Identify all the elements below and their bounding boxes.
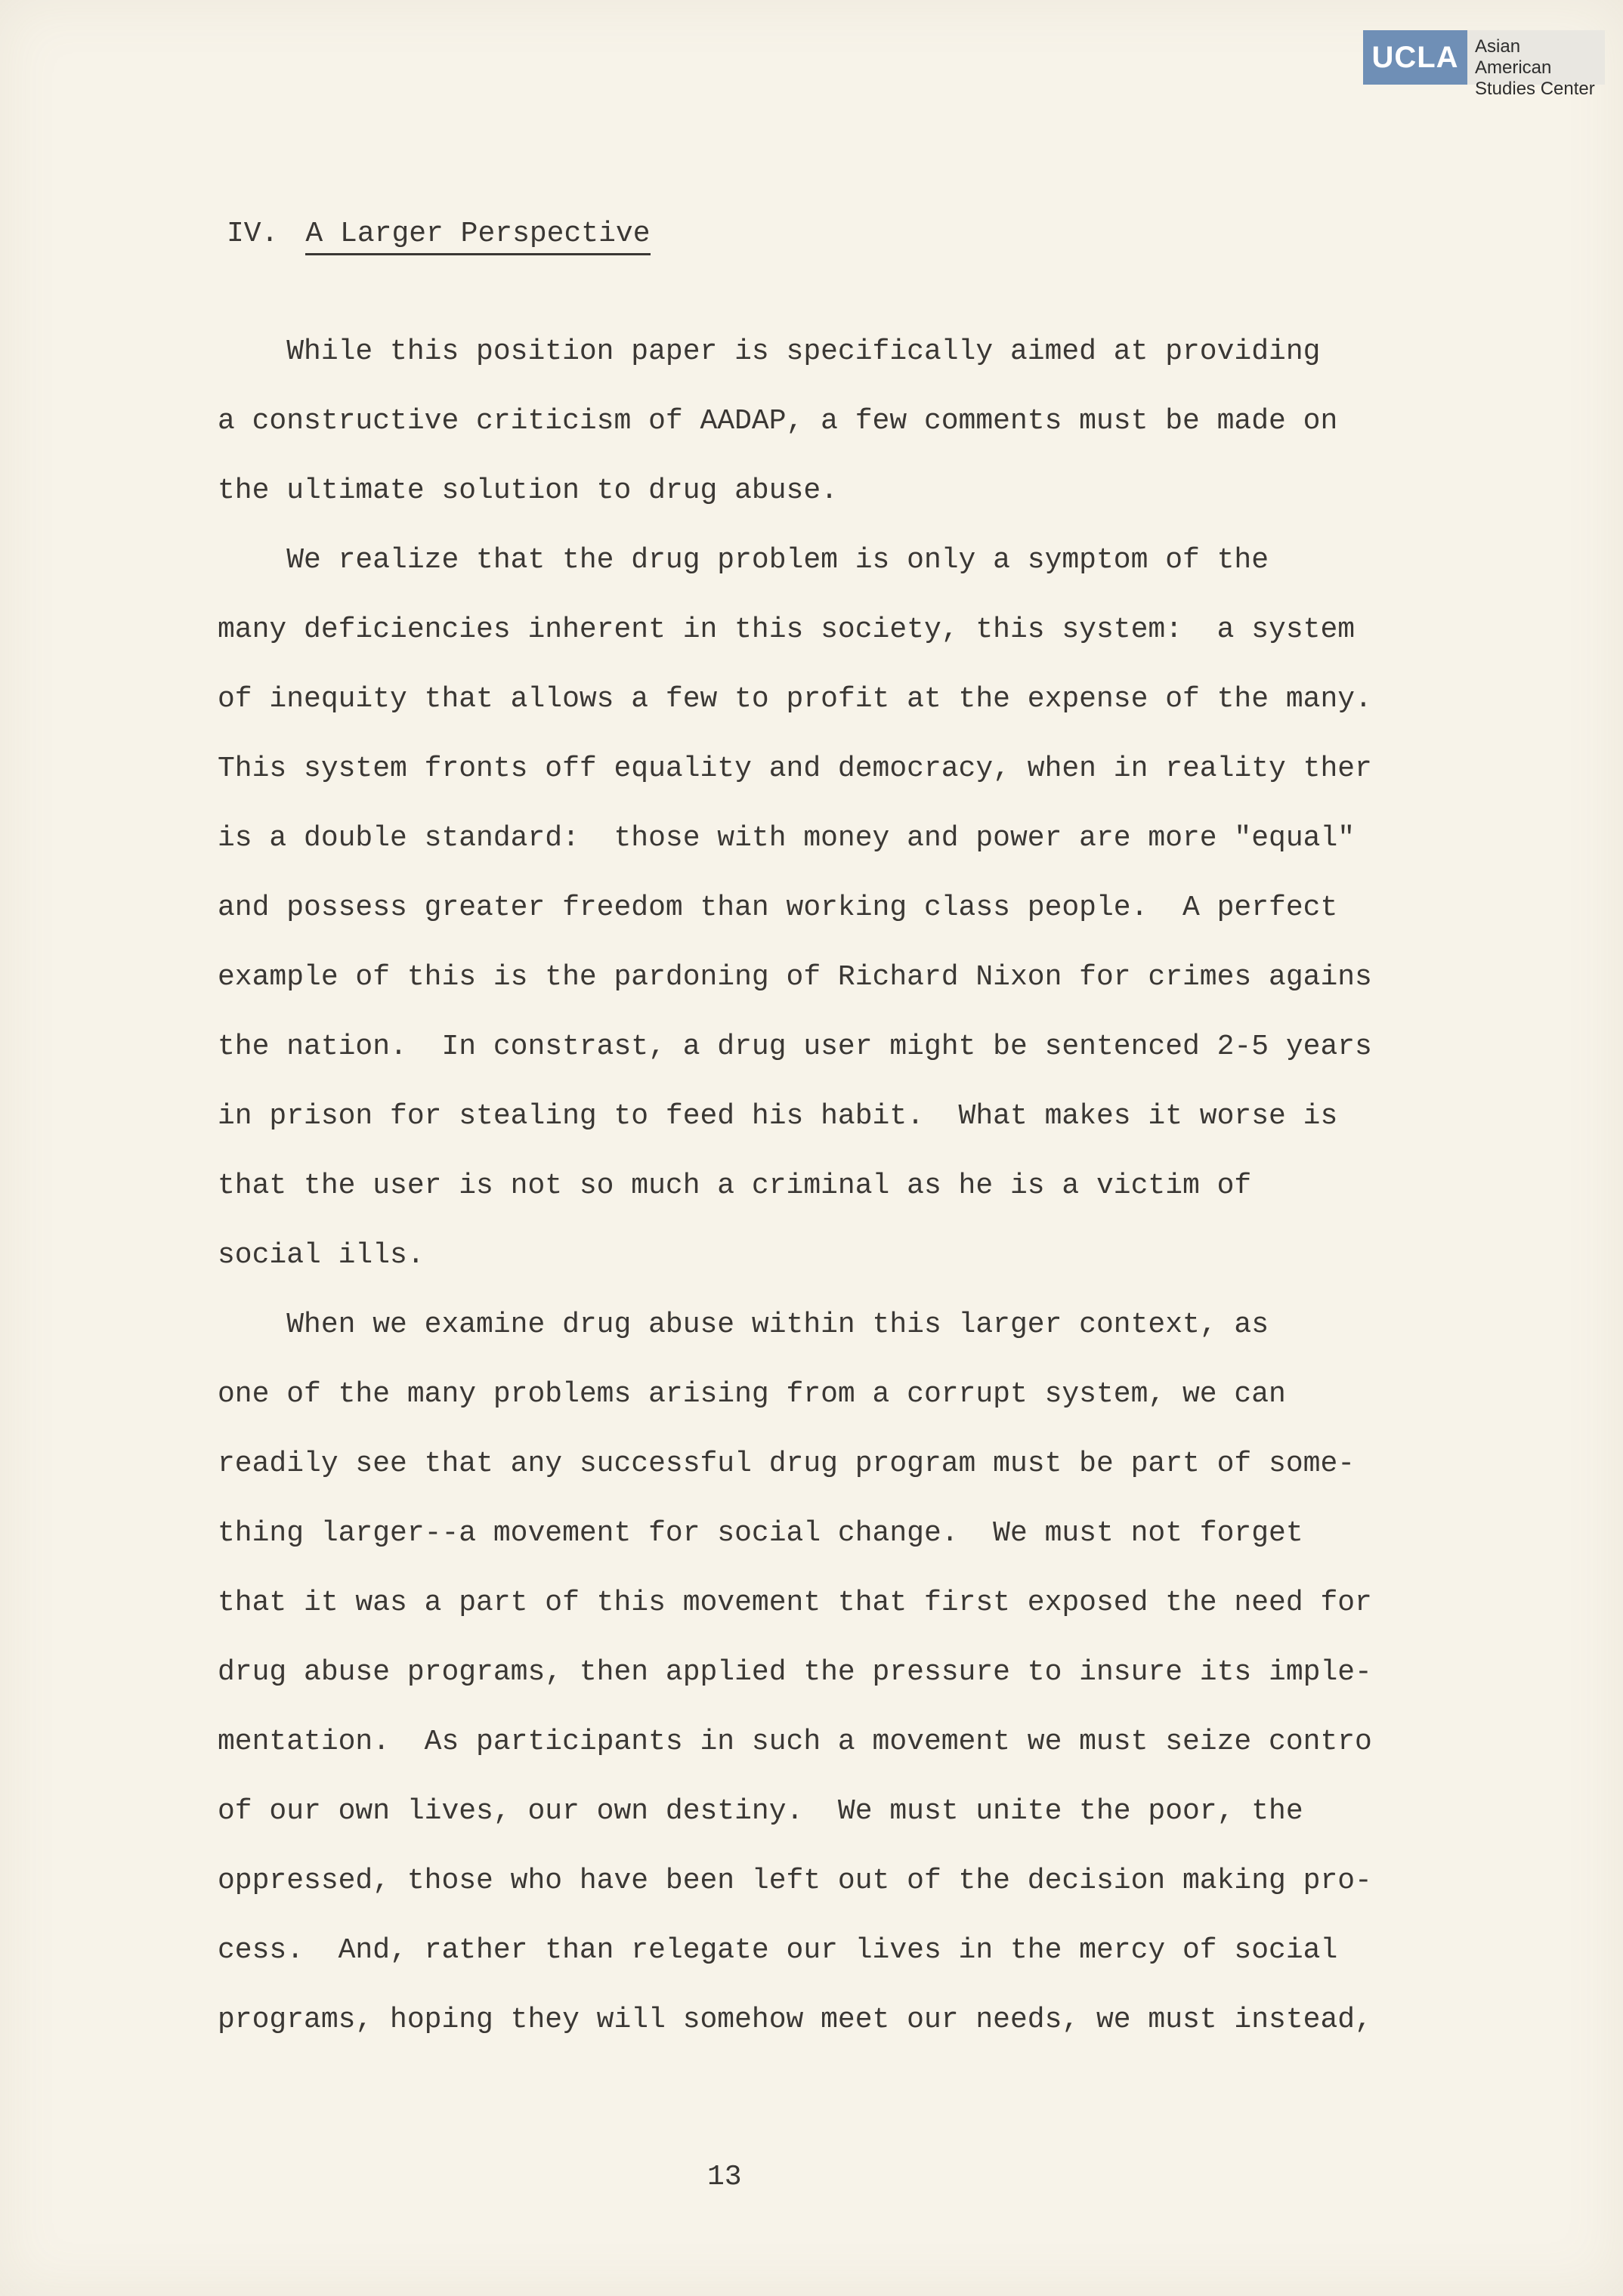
text-line: that the user is not so much a criminal as he is a victim of <box>218 1170 1252 1202</box>
section-title: A Larger Perspective <box>305 218 650 255</box>
body-text <box>218 317 1372 2055</box>
text-line: many deficiencies inherent in this society, this system: a system <box>218 613 1356 646</box>
asian-american-studies-center-label <box>1467 30 1605 99</box>
text-line: the ultimate solution to drug abuse. <box>218 474 838 507</box>
text-line: oppressed, those who have been left out of the decision making pro- <box>218 1865 1372 1897</box>
ucla-aasc-logo <box>1363 30 1605 99</box>
text-line: programs, hoping they will somehow meet our needs, we must instead, <box>218 2004 1372 2036</box>
text-line: is a double standard: those with money and power are more "equal" <box>218 822 1356 854</box>
text-line: This system fronts off equality and democracy, when in reality ther <box>218 752 1372 785</box>
ucla-wordmark: UCLA <box>1363 30 1467 85</box>
text-line: in prison for stealing to feed his habit. What makes it worse is <box>218 1100 1338 1133</box>
text-line: drug abuse programs, then applied the pressure to insure its imple- <box>218 1656 1372 1689</box>
text-line: cess. And, rather than relegate our lives in the mercy of social <box>218 1934 1338 1967</box>
text-line: of our own lives, our own destiny. We must unite the poor, the <box>218 1795 1303 1828</box>
text-line: that it was a part of this movement that first exposed the need for <box>218 1587 1372 1619</box>
text-line: thing larger--a movement for social change. We must not forget <box>218 1517 1303 1550</box>
text-line: readily see that any successful drug program must be part of some- <box>218 1448 1356 1480</box>
badge-line-1: Asian American <box>1475 36 1552 78</box>
text-line: While this position paper is specifically aimed at providing <box>218 335 1321 368</box>
text-line: mentation. As participants in such a movement we must seize contro <box>218 1726 1372 1758</box>
text-line: example of this is the pardoning of Richard Nixon for crimes agains <box>218 961 1372 993</box>
text-line: social ills. <box>218 1239 425 1272</box>
text-line: of inequity that allows a few to profit at the expense of the many. <box>218 683 1372 715</box>
section-numeral: IV. <box>227 218 279 250</box>
text-line: and possess greater freedom than working class people. A perfect <box>218 892 1338 924</box>
badge-line-2: Studies Center <box>1475 79 1595 99</box>
page-number: 13 <box>707 2161 742 2193</box>
text-line: the nation. In constrast, a drug user might be sentenced 2-5 years <box>218 1031 1372 1063</box>
text-line: We realize that the drug problem is only a symptom of the <box>218 544 1269 576</box>
section-heading <box>227 218 651 255</box>
text-line: a constructive criticism of AADAP, a few comments must be made on <box>218 405 1338 437</box>
text-line: When we examine drug abuse within this larger context, as <box>218 1309 1269 1341</box>
text-line: one of the many problems arising from a corrupt system, we can <box>218 1378 1286 1411</box>
